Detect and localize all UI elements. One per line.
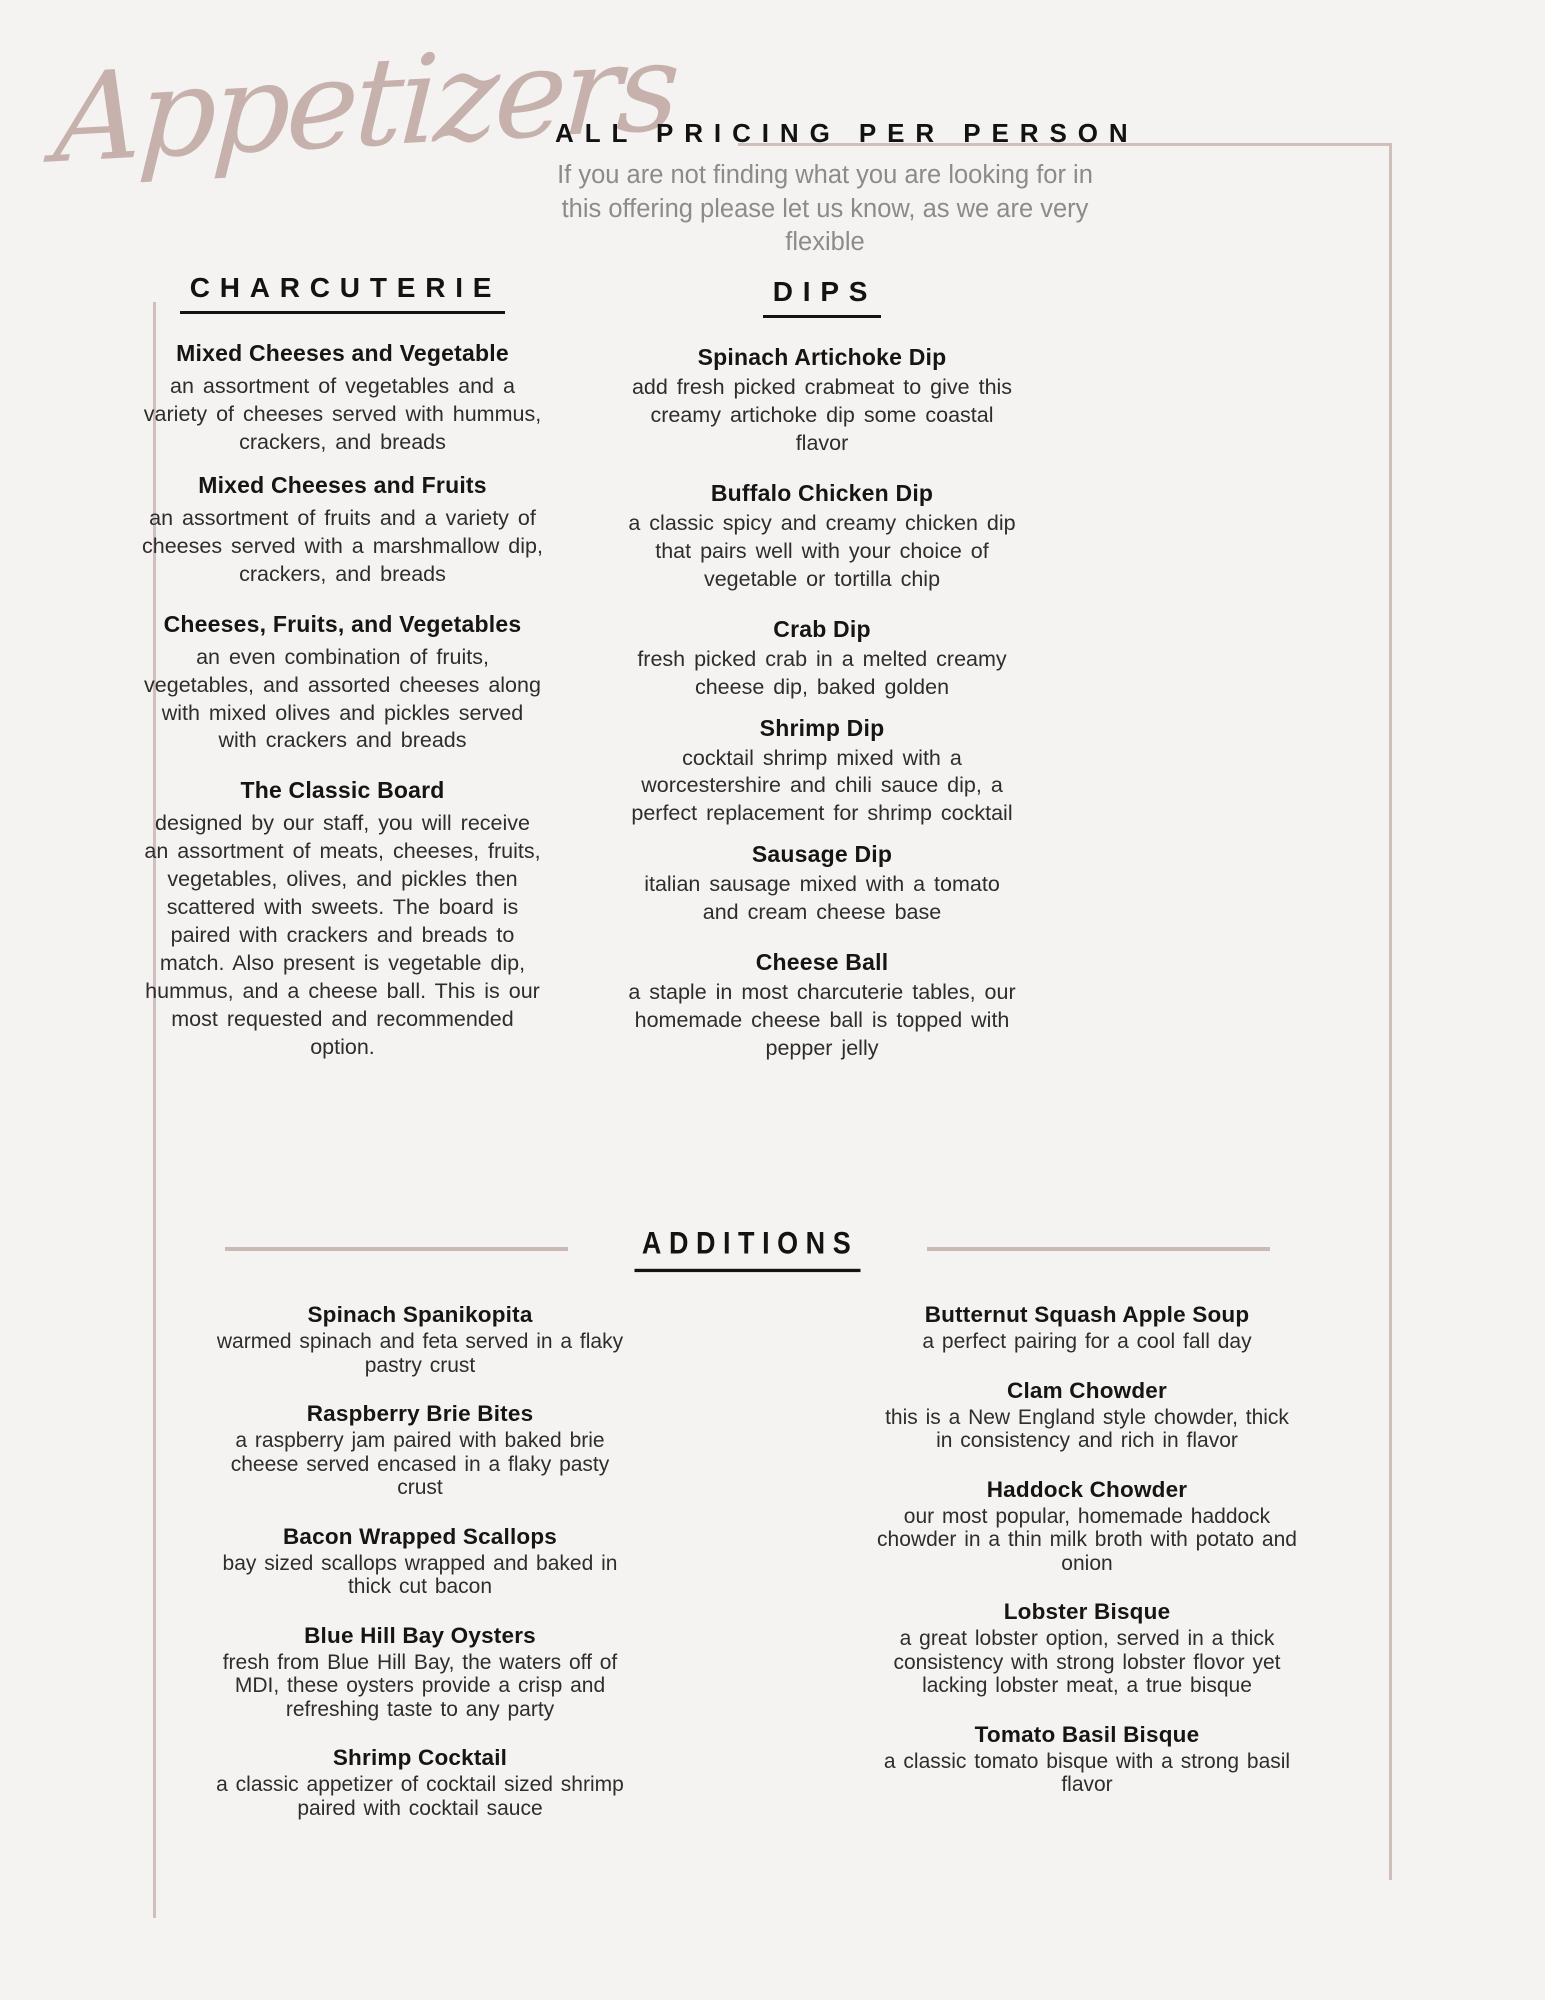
item-description: designed by our staff, you will receive an assortment of meats, cheeses, fruits, vegetables, olives, and pickles then scattered with sweets. The board is paired with crackers and breads to match. Also present is vegetable dip, hummus, and a cheese ball. This is our most requested and recommended option. xyxy=(144,811,541,1059)
item-description: a perfect pairing for a cool fall day xyxy=(922,1330,1252,1353)
item-description: our most popular, homemade haddock chowder in a thin milk broth with potato and onion xyxy=(877,1504,1297,1575)
item-name: Mixed Cheeses and Vegetable xyxy=(176,340,509,366)
item-description: an assortment of fruits and a variety of cheeses served with a marshmallow dip, crackers, and breads xyxy=(142,505,543,586)
item-name: Tomato Basil Bisque xyxy=(974,1721,1200,1747)
menu-item xyxy=(622,344,1022,458)
item-name: Haddock Chowder xyxy=(986,1476,1188,1502)
section-charcuterie xyxy=(140,272,545,1077)
menu-item xyxy=(210,1623,630,1722)
additions-right-line xyxy=(927,1247,1270,1251)
item-description: fresh from Blue Hill Bay, the waters off of MDI, these oysters provide a crisp and refreshing taste to any party xyxy=(222,1650,618,1721)
menu-item xyxy=(140,777,545,1061)
item-description: an even combination of fruits, vegetables, and assorted cheeses along with mixed olives and pickles served with crackers and breads xyxy=(144,644,541,753)
menu-item xyxy=(622,480,1022,594)
menu-item xyxy=(622,949,1022,1063)
item-name: Blue Hill Bay Oysters xyxy=(304,1622,536,1648)
item-description: add fresh picked crabmeat to give this creamy artichoke dip some coastal flavor xyxy=(631,375,1013,455)
item-name: Spinach Artichoke Dip xyxy=(697,344,947,370)
item-description: cocktail shrimp mixed with a worcestershire and chili sauce dip, a perfect replacement for shrimp cocktail xyxy=(631,745,1013,826)
menu-item xyxy=(210,1401,630,1500)
item-description: warmed spinach and feta served in a flaky pastry crust xyxy=(216,1330,624,1377)
menu-item xyxy=(622,841,1022,927)
menu-item xyxy=(140,611,545,756)
section-dips xyxy=(622,276,1022,1076)
menu-item xyxy=(622,616,1022,702)
menu-item xyxy=(210,1302,630,1377)
section-additions-header xyxy=(225,1225,1270,1270)
item-name: Butternut Squash Apple Soup xyxy=(924,1302,1250,1327)
flexibility-note: If you are not finding what you are looking for in this offering please let us know, as we are very flexible xyxy=(557,161,1093,257)
menu-item xyxy=(140,472,545,589)
additions-right-column xyxy=(877,1302,1297,1821)
item-name: Lobster Bisque xyxy=(1003,1599,1171,1625)
page-title: Appetizers xyxy=(51,15,680,191)
item-name: Mixed Cheeses and Fruits xyxy=(198,471,487,498)
item-name: Shrimp Dip xyxy=(759,714,885,741)
item-description: a classic spicy and creamy chicken dip that pairs well with your choice of vegetable or tortilla chip xyxy=(628,510,1016,591)
item-name: Cheeses, Fruits, and Vegetables xyxy=(163,610,522,637)
item-name: Spinach Spanikopita xyxy=(307,1302,533,1327)
menu-item xyxy=(877,1302,1297,1354)
menu-item xyxy=(877,1477,1297,1576)
item-description: a great lobster option, served in a thick consistency with strong lobster flovor yet lacking lobster meat, a true bisque xyxy=(893,1627,1281,1698)
menu-item xyxy=(210,1745,630,1820)
menu-item xyxy=(877,1378,1297,1453)
pricing-note: ALL PRICING PER PERSON xyxy=(555,118,1139,148)
menu-item xyxy=(877,1722,1297,1797)
section-heading-charcuterie: CHARCUTERIE xyxy=(180,272,506,314)
section-heading-additions: ADDITIONS xyxy=(635,1226,861,1272)
menu-item xyxy=(622,715,1022,829)
item-name: Sausage Dip xyxy=(751,841,893,868)
menu-item xyxy=(877,1599,1297,1698)
menu-item xyxy=(210,1524,630,1599)
item-name: Raspberry Brie Bites xyxy=(306,1401,534,1427)
item-name: Clam Chowder xyxy=(1007,1377,1167,1403)
item-name: The Classic Board xyxy=(240,777,445,804)
menu-item xyxy=(140,340,545,457)
item-description: bay sized scallops wrapped and baked in thick cut bacon xyxy=(222,1551,618,1599)
item-name: Bacon Wrapped Scallops xyxy=(282,1523,558,1549)
item-description: fresh picked crab in a melted creamy cheese dip, baked golden xyxy=(637,646,1007,699)
section-heading-dips: DIPS xyxy=(763,276,882,318)
item-description: an assortment of vegetables and a variety of cheeses served with hummus, crackers, and breads xyxy=(143,374,542,454)
additions-left-column xyxy=(210,1302,630,1844)
additions-left-line xyxy=(225,1247,568,1251)
header-block xyxy=(555,118,1139,260)
item-description: this is a New England style chowder, thick in consistency and rich in flavor xyxy=(885,1405,1289,1453)
item-description: a staple in most charcuterie tables, our homemade cheese ball is topped with pepper jelly xyxy=(628,980,1016,1061)
item-name: Cheese Ball xyxy=(755,949,889,976)
item-description: italian sausage mixed with a tomato and cream cheese base xyxy=(644,872,1000,925)
item-description: a classic tomato bisque with a strong basil flavor xyxy=(883,1749,1291,1797)
item-name: Buffalo Chicken Dip xyxy=(710,479,934,506)
item-name: Shrimp Cocktail xyxy=(332,1745,508,1771)
item-description: a raspberry jam paired with baked brie cheese served encased in a flaky pasty crust xyxy=(230,1429,610,1500)
item-description: a classic appetizer of cocktail sized shrimp paired with cocktail sauce xyxy=(216,1773,624,1820)
item-name: Crab Dip xyxy=(773,615,871,642)
right-vertical-rule xyxy=(1389,143,1392,1880)
